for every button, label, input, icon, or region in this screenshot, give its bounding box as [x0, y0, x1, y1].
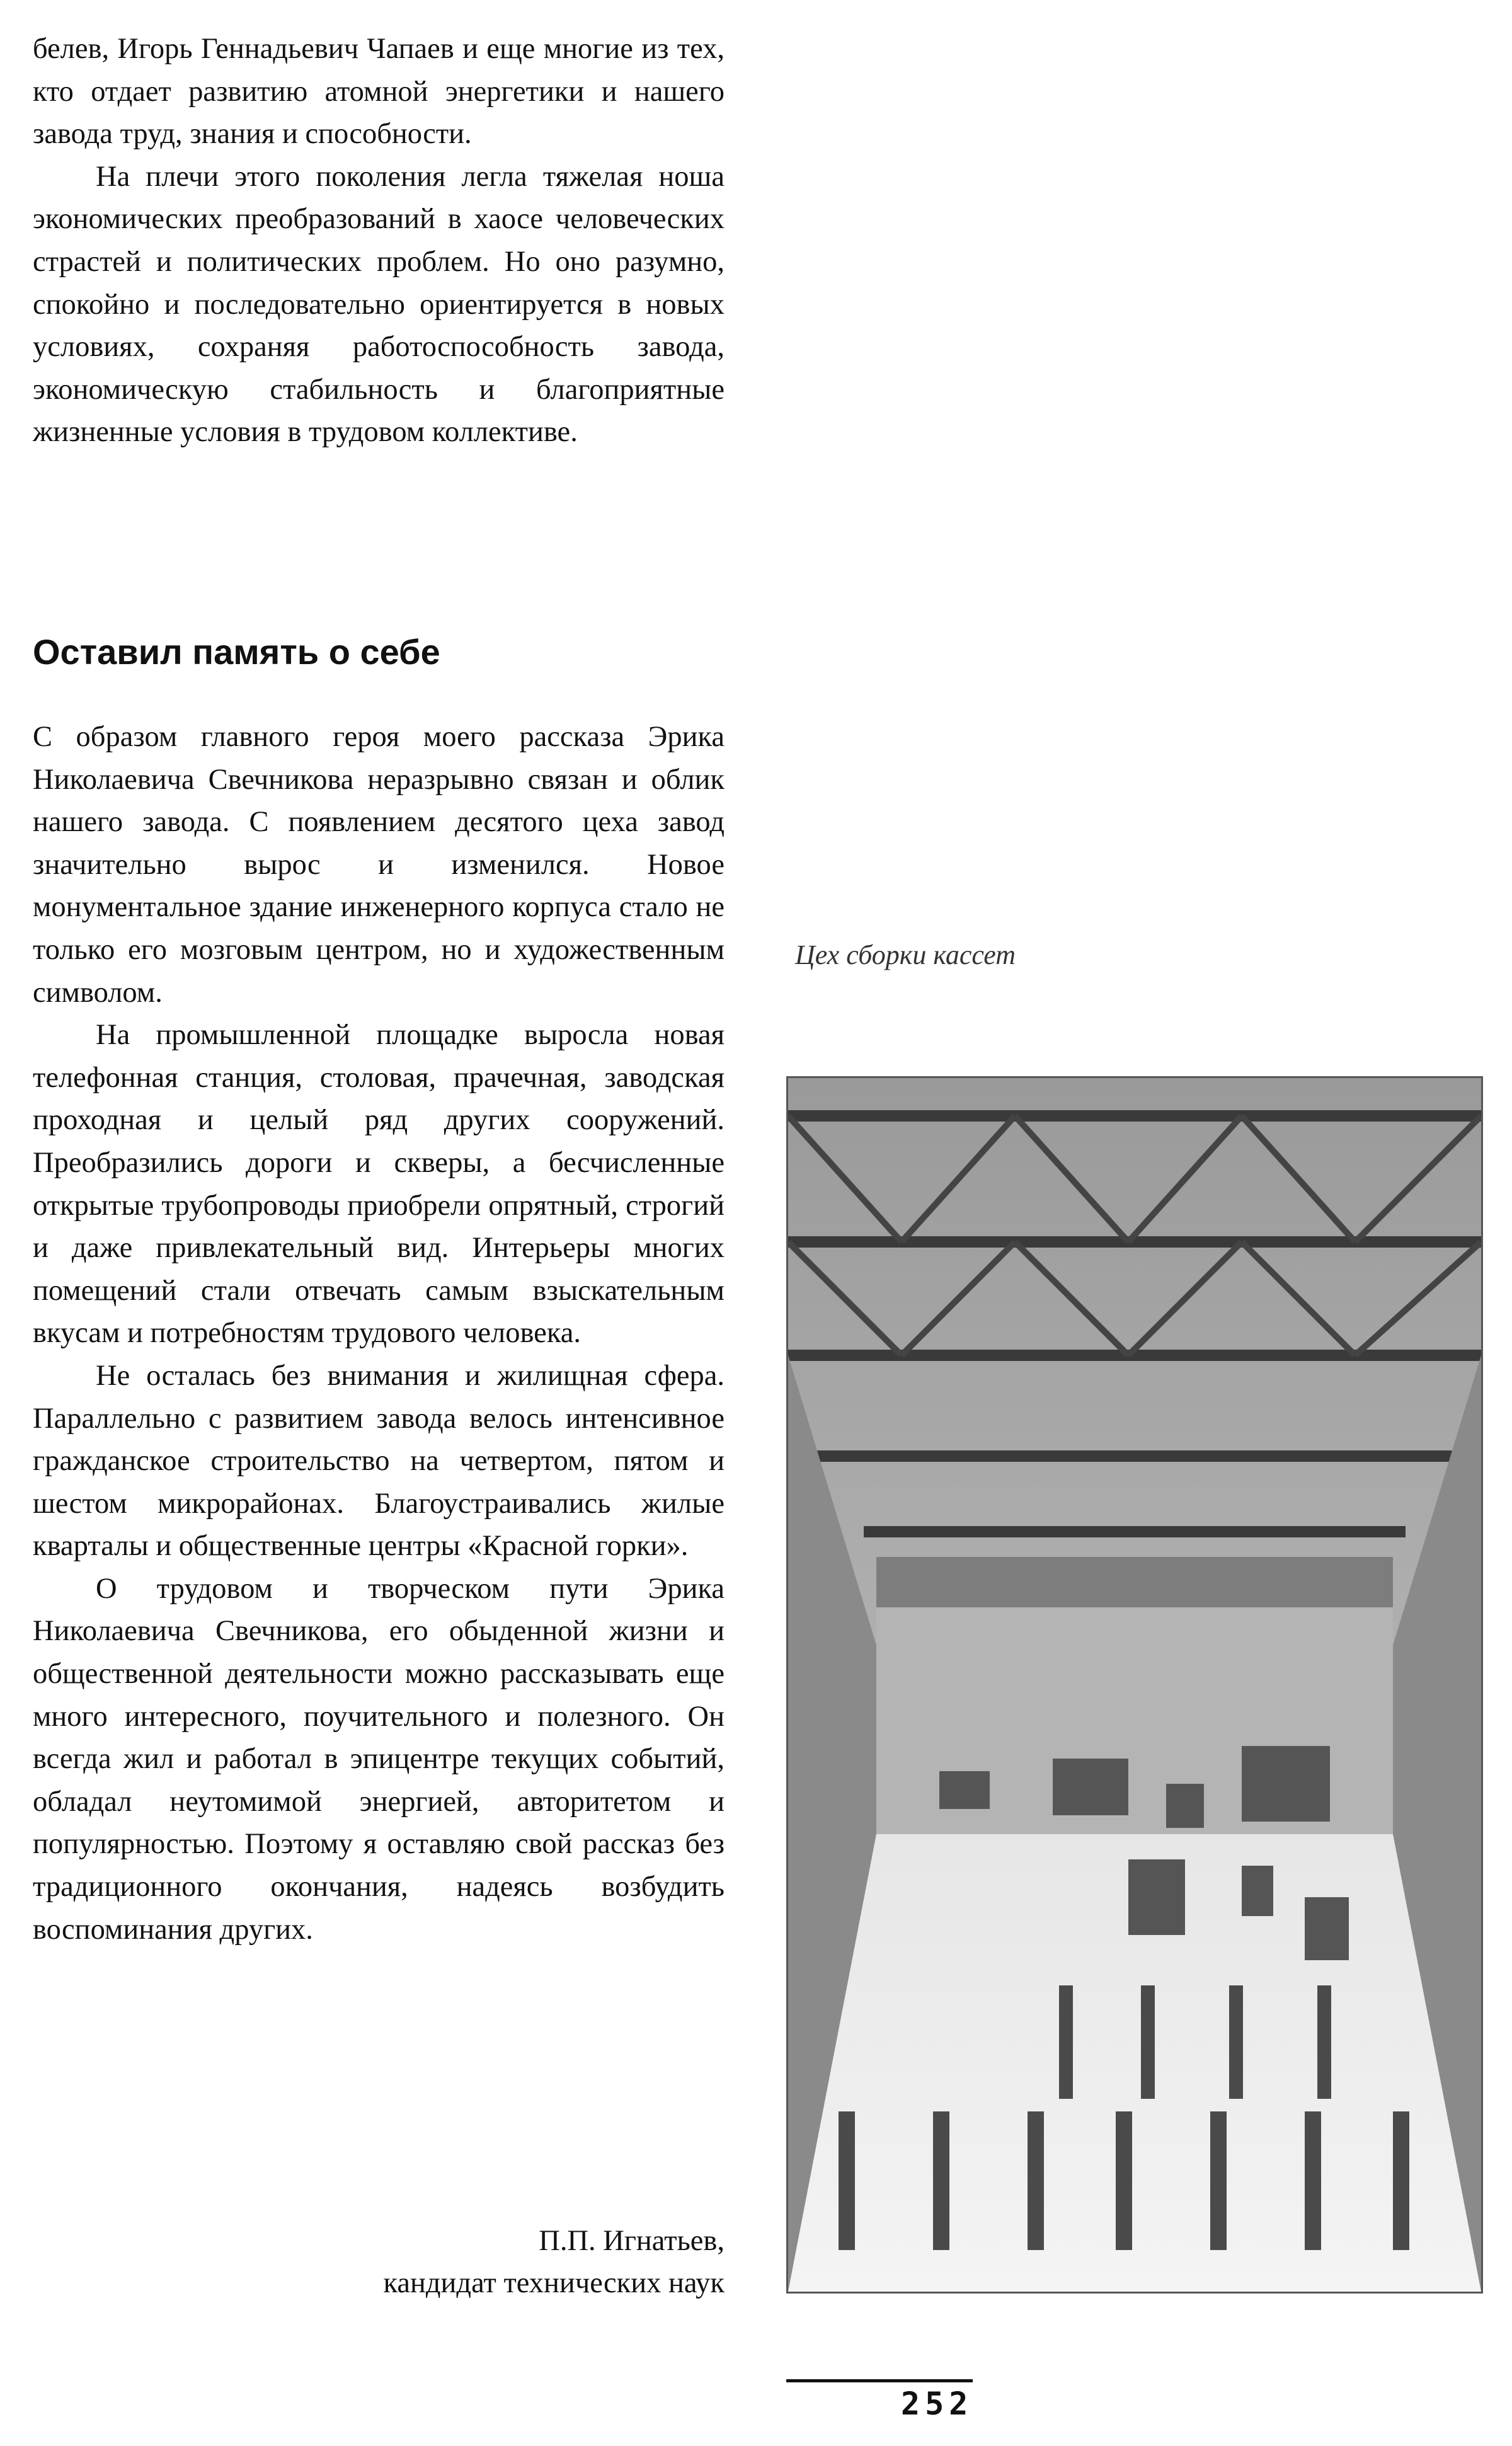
factory-hall-photo — [786, 1076, 1483, 2294]
paragraph: На промышленной площадке выросла новая телефонная станция, столовая, прачечная, заводская проходная и целый ряд других сооружений. Преобразились дороги и скверы, а бесчисленные открытые трубопроводы приобрели опрятный, строгий и даже привлекательный вид. Интерьеры многих помещений стали отвечать самым взыскательным вкусам и потребностям трудового человека. — [33, 1019, 724, 1350]
photo-caption: Цех сборки кассет — [795, 939, 1016, 970]
paragraph: О трудовом и творческом пути Эрика Николаевича Свечникова, его обыденной жизни и общественной деятельности можно рассказывать еще много интересного, поучительного и полезного. Он всегда жил и работал в эпицентре текущих событий, обладал неутомимой энергией, авторитетом и популярностью. Поэтому я оставляю свой рассказ без традиционного окончания, надеясь возбудить воспоминания других. — [33, 1572, 724, 1946]
author-title: кандидат технических наук — [383, 2267, 724, 2299]
author-name: П.П. Игнатьев, — [539, 2225, 724, 2257]
paragraph: С образом главного героя моего рассказа Эрика Николаевича Свечникова неразрывно связан и облик нашего завода. С появлением десятого цеха завод значительно вырос и изменился. Новое монументальное здание инженерного корпуса стало не только его мозговым центром, но и художественным символом. — [33, 721, 724, 1009]
page-number: 252 — [901, 2386, 973, 2422]
section-heading: Оставил память о себе — [33, 632, 440, 672]
paragraph: Не осталась без внимания и жилищная сфера. Параллельно с развитием завода велось интенсивное гражданское строительство на четвертом, пятом и шестом микрорайонах. Благоустраивались жилые кварталы и общественные центры «Красной горки». — [33, 1359, 724, 1563]
paragraph: белев, Игорь Геннадьевич Чапаев и еще многие из тех, кто отдает развитию атомной энергетики и нашего завода труд, знания и способности. — [33, 33, 724, 151]
paragraph: На плечи этого поколения легла тяжелая ноша экономических преобразований в хаосе человеческих страстей и политических проблем. Но оно разумно, спокойно и последовательно ориентируется в новых условиях, сохраняя работоспособность завода, экономическую стабильность и благоприятные жизненные условия в трудовом коллективе. — [33, 160, 724, 449]
section-text-block — [33, 716, 724, 1951]
footer-rule — [786, 2379, 973, 2382]
top-text-block — [33, 28, 724, 454]
factory-hall-illustration — [788, 1078, 1481, 2292]
